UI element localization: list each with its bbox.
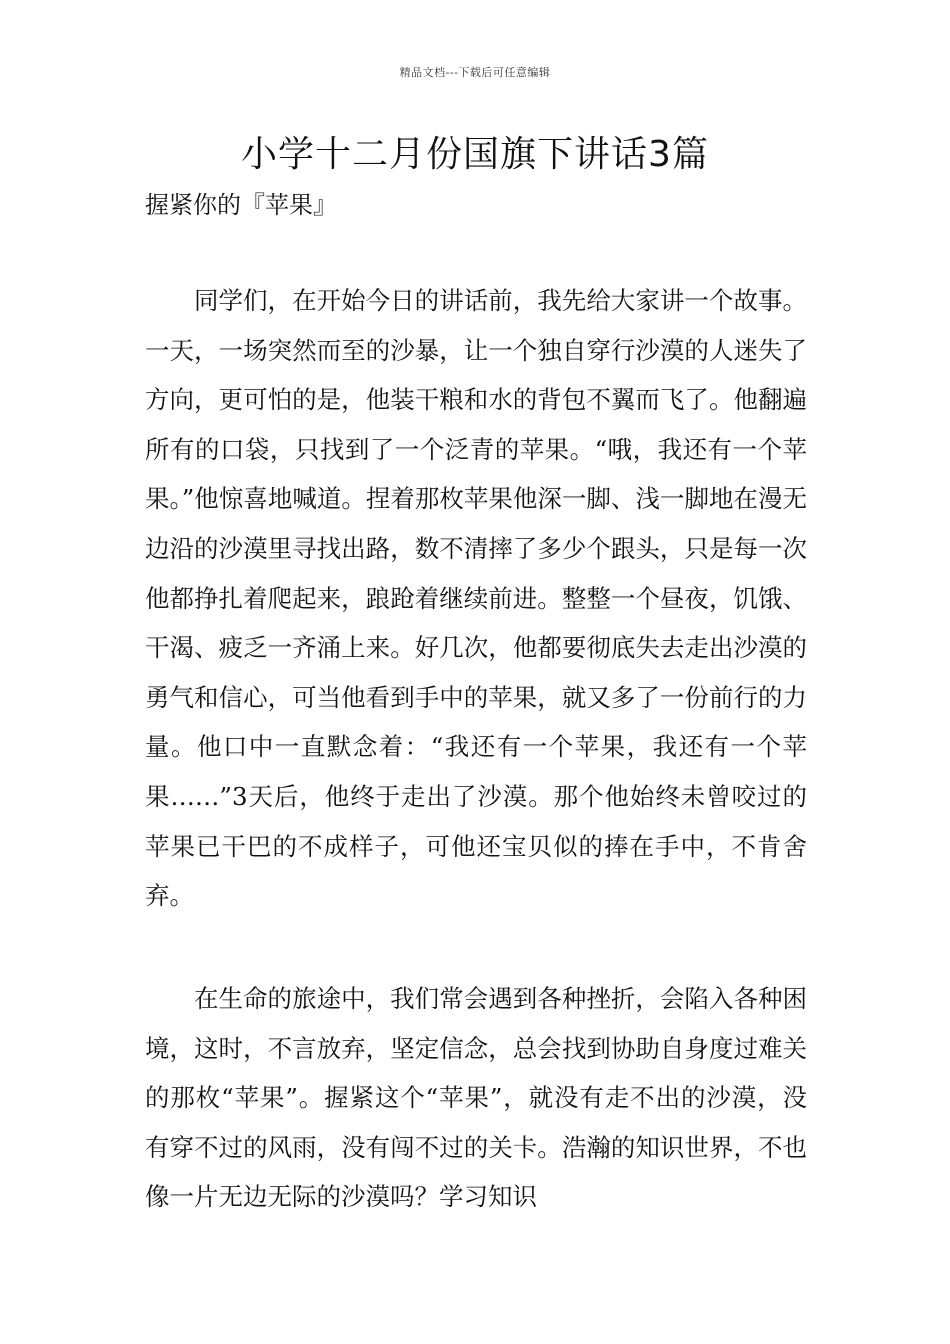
body-paragraph: 在生命的旅途中，我们常会遇到各种挫折，会陷入各种困境，这时，不言放弃，坚定信念，总会找到协助自身度过难关的那枚“苹果”。握紧这个“苹果”，就没有走不出的沙漠，没有穿不过的风雨，没有闯不过的关卡。浩瀚的知识世界，不也像一片无边无际的沙漠吗？学习知识: [145, 984, 807, 1212]
document-subtitle: 握紧你的『苹果』: [145, 191, 337, 219]
body-paragraph: 同学们，在开始今日的讲话前，我先给大家讲一个故事。一天，一场突然而至的沙暴，让一个独自穿行沙漠的人迷失了方向，更可怕的是，他装干粮和水的背包不翼而飞了。他翻遍所有的口袋，只找到了一个泛青的苹果。“哦，我还有一个苹果。”他惊喜地喊道。捏着那枚苹果他深一脚、浅一脚地在漫无边沿的沙漠里寻找出路，数不清摔了多少个跟头，只是每一次他都挣扎着爬起来，踉跄着继续前进。整整一个昼夜，饥饿、干渴、疲乏一齐涌上来。好几次，他都要彻底失去走出沙漠的勇气和信心，可当他看到手中的苹果，就又多了一份前行的力量。他口中一直默念着：“我还有一个苹果，我还有一个苹果……”3天后，他终于走出了沙漠。那个他始终未曾咬过的苹果已干巴的不成样子，可他还宝贝似的捧在手中，不肯舍弃。: [145, 286, 807, 911]
header-note: 精品文档---下载后可任意编辑: [399, 66, 551, 79]
document-title: 小学十二月份国旗下讲话3篇: [241, 134, 709, 175]
